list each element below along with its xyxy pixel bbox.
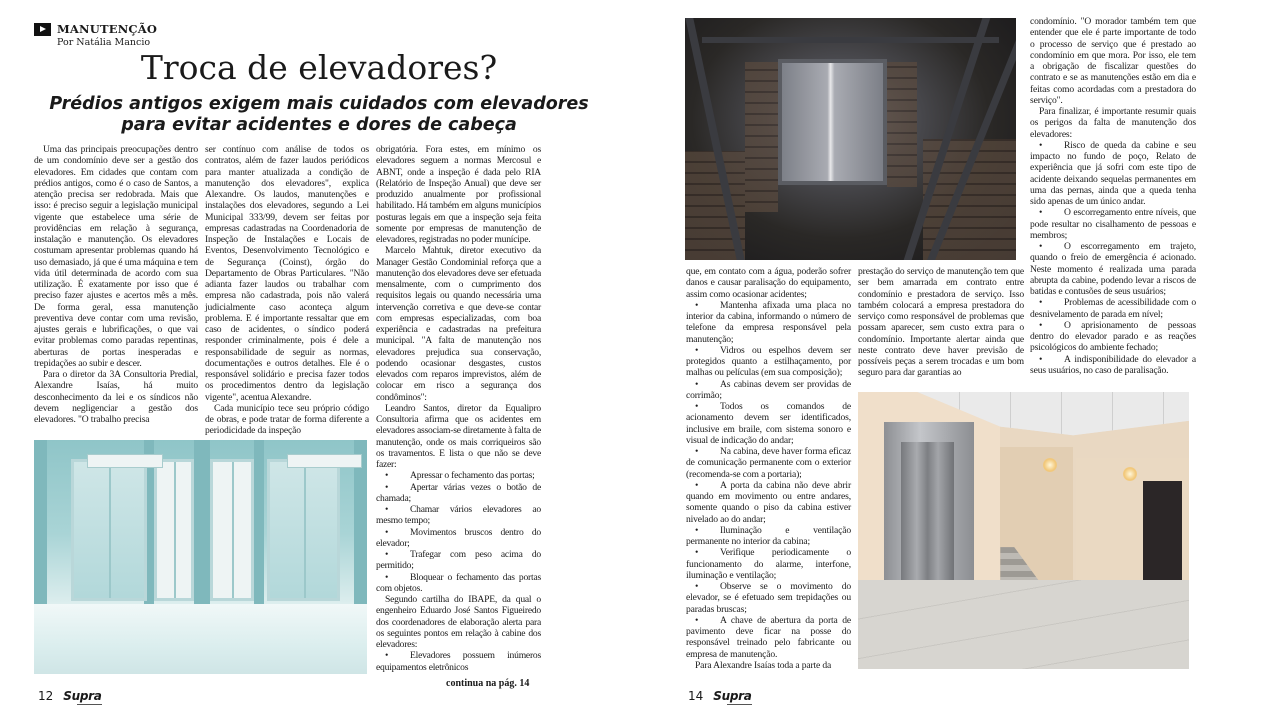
photo-detail [34,440,47,604]
list-item: • A porta da cabina não deve abrir quando em movimento ou entre andares, somente quando o piso da cabina estiver nivelado ao do andar; [686,479,851,525]
play-icon [34,23,51,36]
list-item: • Movimentos bruscos dentro do elevador; [376,526,541,549]
list-item: • Bloquear o fechamento das portas com objetos. [376,571,541,594]
photo-detail [34,604,367,674]
list-item: • Trafegar com peso acima do permitido; [376,549,541,572]
photo-detail [287,454,362,468]
page-number: 12 [38,689,54,703]
photo-detail [210,459,253,602]
paragraph: Segundo cartilha do IBAPE, da qual o engenheiro Eduardo José Santos Figueiredo dos coordenadores de elaboração alerta para os seguintes pontos em relação à cabine dos elevadores: [376,594,541,650]
page-number: 14 [688,689,704,703]
photo-detail [887,62,917,188]
list-item: • O escorregamento entre níveis, que pode resultar no cisalhamento de pessoas e membros; [1030,207,1196,241]
photo-detail [267,459,340,602]
right-page [640,0,1280,720]
photo-detail [71,459,148,602]
bullet-icon: • [695,401,699,412]
list-item: • Apressar o fechamento das portas; [376,470,541,481]
photo-glass-elevators [34,440,367,674]
column-4 [686,266,851,671]
page-footer [38,689,102,703]
list-item: • Chamar vários elevadores ao mesmo tempo; [376,504,541,527]
paragraph: obrigatória. Fora estes, em mínimo os elevadores seguem a normas Mercosul e ABNT, onde a inspeção é dada pelo RIA (Relatório de Inspeção Anual) que deve ser produzido anualmente por profissional habilitado. Há também em alguns municípios posturas legais em que a inspeção seja feita somente por empresas de manutenção de elevadores, registradas no poder munícipe. [376,144,541,245]
photo-detail [154,459,194,602]
byline: Por Natália Mancio [57,37,151,48]
bullet-icon: • [695,479,699,491]
list-item: • Elevadores possuem inúmeros equipamentos eletrônicos [376,650,541,673]
bullet-icon: • [385,470,389,482]
list-item: • Todos os comandos de acionamento devem ser identificados, inclusive em braile, com sistema sonoro e visual de indicação do andar; [686,401,851,446]
paragraph: Para finalizar, é importante resumir quais os perigos da falta de manutenção dos elevadores: [1030,106,1196,140]
bullet-icon: • [1039,319,1043,331]
section-label: MANUTENÇÃO [57,22,158,36]
paragraph: Para o diretor da 3A Consultoria Predial, Alexandre Isaías, há muito desconhecimento da lei e os síndicos não devem negligenciar a gestão dos elevadores. "O trabalho precisa [34,369,198,425]
paragraph: Marcelo Mahtuk, diretor executivo da Manager Gestão Condominial reforça que a manutenção dos elevadores deve ser efetuada mensalmente, com o cumprimento dos requisitos legais ou quando necessária uma intervenção corretiva e que deve-se contar com empresas especializadas, com boa experiência e cadastradas na prefeitura municipal. "A falta de manutenção nos elevadores prejudica sua conservação, podendo ocasionar desgastes, custos elevados com reparos imprevistos, além de colocar em risco a segurança dos condôminos": [376,245,541,403]
photo-detail [858,580,1189,669]
photo-detail [254,440,264,604]
bullet-icon: • [1039,353,1043,365]
page-footer [688,689,752,703]
paragraph: prestação do serviço de manutenção tem que ser bem amarrada em contrato entre condomínio e prestadora de serviço. Isso também colocará a empresa prestadora do serviço como responsável de problemas que possam aparecer, sem custo extra para o condomínio. Importante alertar ainda que neste contrato deve haver previsão de possíveis peças a serem trocadas e um bom seguro para dar garantias ao [858,266,1024,379]
column-6 [1030,16,1196,376]
list-item: • A indisponibilidade do elevador a seus usuários, no caso de paralisação. [1030,353,1196,376]
photo-detail [778,59,887,185]
paragraph: Cada município tece seu próprio código de obras, e pode tratar de forma diferente a periodicidade da inspeção [205,402,369,437]
list-item: • Problemas de acessibilidade com o desnivelamento de parada em nível; [1030,297,1196,320]
paragraph: condomínio. "O morador também tem que entender que ele é parte importante de todo o processo de serviço que é prestado ao condomínio em que mora. Por isso, ele tem a obrigação de fiscalizar questões do contrato e se as manutenções estão em dia e feitas como acordadas com a prestadora do serviço". [1030,16,1196,106]
photo-elevator-shaft [685,18,1016,260]
bullet-icon: • [1039,207,1043,219]
paragraph: Uma das principais preocupações dentro de um condomínio deve ser a gestão dos elevadores. Em cidades que contam com prédios antigos, como é o caso de Santos, a atenção precisa ser redobrada. Mais que isso: é preciso seguir a legislação municipal vigente que estabelece uma série de providências em relação à segurança, instalação e manutenção. Os elevadores costumam apresentar problemas quando há uso demasiado, já que é uma máquina e tem vida útil determinada de acordo com sua utilização. É exatamente por isso que é preciso fazer ajustes e acertos mês a mês. De forma geral, essa manutenção preventiva deve contar com uma revisão, ajustes gerais e lubrificações, o que vai evitar problemas como paradas repentinas, aberturas de portas inesperadas e trepidações ao subir e descer. [34,144,198,369]
photo-detail [87,454,162,468]
lamp-icon [1123,467,1137,481]
list-item: • Vidros ou espelhos devem ser protegidos quanto a estilhaçamento, por malhas ou películas (em sua composição); [686,344,851,379]
list-item: • Observe se o movimento do elevador, se é efetuado sem trepidações ou paradas bruscas; [686,581,851,615]
list-item: • Mantenha afixada uma placa no interior da cabina, informando o número de telefone da empresa responsável pela manutenção; [686,299,851,345]
list-item: • Iluminação e ventilação permanente no interior da cabina; [686,524,851,547]
bullet-icon: • [1039,297,1043,309]
list-item: • Apertar várias vezes o botão de chamada; [376,481,541,504]
brand-logo: Supra [63,689,102,703]
list-item: • Verifique periodicamente o funcionamento do alarme, interfone, iluminação e ventilação; [686,547,851,581]
list-item: • O escorregamento em trajeto, quando o freio de emergência é acionado. Neste momento é realizada uma parada abrupta da cabine, podendo levar a riscos de batidas e contusões de seus usuários; [1030,241,1196,297]
bullet-icon: • [695,344,699,356]
bullet-icon: • [385,526,389,538]
paragraph: Para Alexandre Isaías toda a parte da [695,659,832,671]
photo-detail [745,62,778,212]
bullet-icon: • [695,581,699,592]
list-item: • Risco de queda da cabine e seu impacto no fundo de poço, Relato de experiência que já sofri com este tipo de acidente deixando sequelas permanentes em uma das pernas, ainda que a queda tenha sido apenas de um único andar. [1030,139,1196,207]
bullet-icon: • [695,378,699,390]
bullet-icon: • [1039,241,1043,252]
paragraph: Leandro Santos, diretor da Equalipro Consultoria afirma que os acidentes em elevadores associam-se diretamente à falta de manutenção, onde os mais corriqueiros são os travamentos. E lista o que não se deve fazer: [376,402,541,470]
photo-detail [702,37,1000,43]
bullet-icon: • [695,299,699,311]
bullet-icon: • [695,614,699,626]
continue-note: continua na pág. 14 [446,678,530,689]
photo-detail [1143,481,1183,586]
bullet-icon: • [385,481,389,493]
bullet-icon: • [385,504,389,515]
column-2 [205,144,369,437]
bullet-icon: • [385,571,389,583]
column-3 [376,144,541,673]
brand-logo: Supra [713,689,752,703]
article-title: Troca de elevadores? [140,48,498,87]
bullet-icon: • [385,549,389,560]
list-item: • Na cabina, deve haver forma eficaz de comunicação permanente com o exterior (recomenda-se com a portaria); [686,446,851,480]
paragraph: que, em contato com a água, poderão sofrer danos e causar paralisação do equipamento, assim como ocasionar acidentes; [686,266,851,300]
bullet-icon: • [695,446,699,457]
photo-detail [194,440,211,604]
column-1 [34,144,198,425]
list-item: • O aprisionamento de pessoas dentro do elevador parado e as reações psicológicos do ambiente fechado; [1030,319,1196,354]
bullet-icon: • [695,547,699,559]
column-5 [858,266,1024,379]
list-item: • A chave de abertura da porta de pavimento deve ficar na posse do responsável treinado pelo fabricante ou empresa de manutenção. [686,614,851,660]
bullet-icon: • [695,524,699,536]
bullet-icon: • [385,650,389,662]
bullet-icon: • [1039,139,1043,151]
photo-elevator-hallway [858,392,1189,669]
paragraph: ser contínuo com análise de todos os contratos, além de fazer laudos periódicos para manter atualizada a condição de manutenção dos elevadores", explica Alexandre. Os laudos, manutenções e instalações dos elevadores, segundo a Lei Municipal 333/99, devem ser feitas por empresas cadastradas na Coordenadoria de Inspeção de Instalações e Locais de Eventos, Desenvolvimento Tecnológico e de Segurança (Coinst), órgão do Departamento de Obras Particulares. "Não adianta fazer laudos ou trabalhar com empresa não cadastrada, pois não valerá judicialmente caso aconteça algum problema. E é importante ressaltar que em caso de acidentes, o síndico poderá responder criminalmente, pois é dele a responsabilidade de seguir as normas, documentações e outros detalhes. Ele é o responsável solidário e precisa fazer todos os procedimentos dentro da legislação vigente", acentua Alexandre. [205,144,369,403]
list-item: • As cabinas devem ser providas de corrimão; [686,378,851,401]
article-subtitle: Prédios antigos exigem mais cuidados com elevadores para evitar acidentes e dores de cabeça [49,94,589,135]
